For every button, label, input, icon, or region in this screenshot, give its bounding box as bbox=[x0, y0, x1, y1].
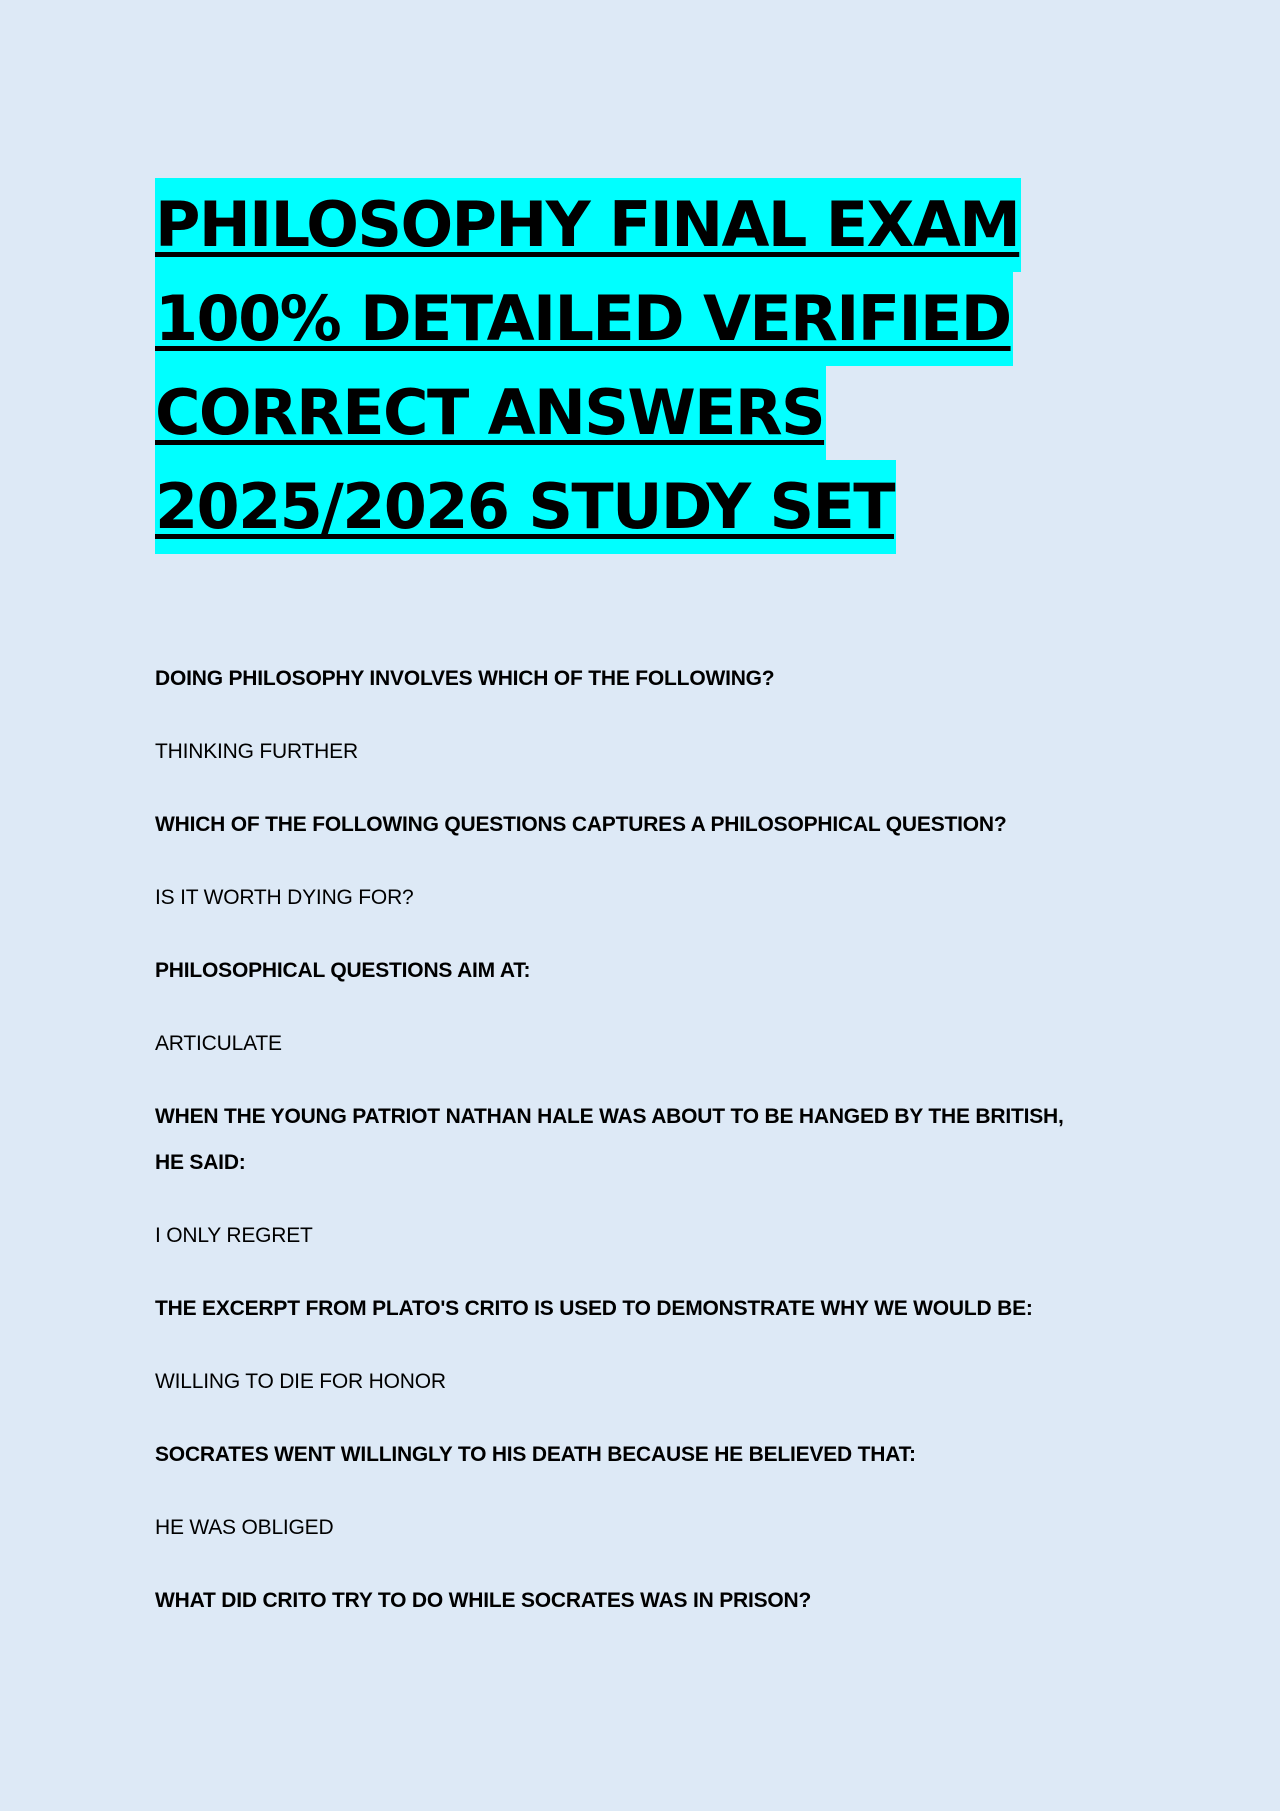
question-2: WHICH OF THE FOLLOWING QUESTIONS CAPTURES A PHILOSOPHICAL QUESTION? bbox=[155, 813, 1007, 836]
question-4-line-1: WHEN THE YOUNG PATRIOT NATHAN HALE WAS ABOUT TO BE HANGED BY THE BRITISH, bbox=[155, 1105, 1064, 1128]
answer-1: THINKING FURTHER bbox=[155, 740, 358, 763]
question-3: PHILOSOPHICAL QUESTIONS AIM AT: bbox=[155, 959, 531, 982]
question-5: THE EXCERPT FROM PLATO'S CRITO IS USED TO DEMONSTRATE WHY WE WOULD BE: bbox=[155, 1297, 1033, 1320]
answer-6: HE WAS OBLIGED bbox=[155, 1516, 334, 1539]
spacer bbox=[155, 848, 1135, 875]
question-7: WHAT DID CRITO TRY TO DO WHILE SOCRATES WAS IN PRISON? bbox=[155, 1589, 812, 1612]
document-title bbox=[155, 178, 1155, 554]
spacer bbox=[155, 702, 1135, 729]
title-line-2 bbox=[155, 272, 1155, 366]
answer-3: ARTICULATE bbox=[155, 1032, 282, 1055]
question-4-line-2: HE SAID: bbox=[155, 1151, 246, 1174]
question-1: DOING PHILOSOPHY INVOLVES WHICH OF THE FOLLOWING? bbox=[155, 667, 775, 690]
spacer bbox=[155, 921, 1135, 948]
title-line-1 bbox=[155, 178, 1155, 272]
spacer bbox=[155, 1259, 1135, 1286]
title-text-4: 2025/2026 STUDY SET bbox=[155, 460, 896, 554]
answer-4: I ONLY REGRET bbox=[155, 1224, 313, 1247]
spacer bbox=[155, 1067, 1135, 1094]
title-text-2: 100% DETAILED VERIFIED bbox=[155, 272, 1013, 366]
spacer bbox=[155, 1186, 1135, 1213]
spacer bbox=[155, 775, 1135, 802]
qa-list bbox=[155, 656, 1135, 1624]
question-6: SOCRATES WENT WILLINGLY TO HIS DEATH BECAUSE HE BELIEVED THAT: bbox=[155, 1443, 916, 1466]
title-text-1: PHILOSOPHY FINAL EXAM bbox=[155, 178, 1021, 272]
spacer bbox=[155, 1405, 1135, 1432]
spacer bbox=[155, 1551, 1135, 1578]
title-line-4 bbox=[155, 460, 1155, 554]
title-text-3: CORRECT ANSWERS bbox=[155, 366, 826, 460]
spacer bbox=[155, 994, 1135, 1021]
answer-5: WILLING TO DIE FOR HONOR bbox=[155, 1370, 446, 1393]
spacer bbox=[155, 1478, 1135, 1505]
answer-2: IS IT WORTH DYING FOR? bbox=[155, 886, 414, 909]
spacer bbox=[155, 1332, 1135, 1359]
title-line-3 bbox=[155, 366, 1155, 460]
